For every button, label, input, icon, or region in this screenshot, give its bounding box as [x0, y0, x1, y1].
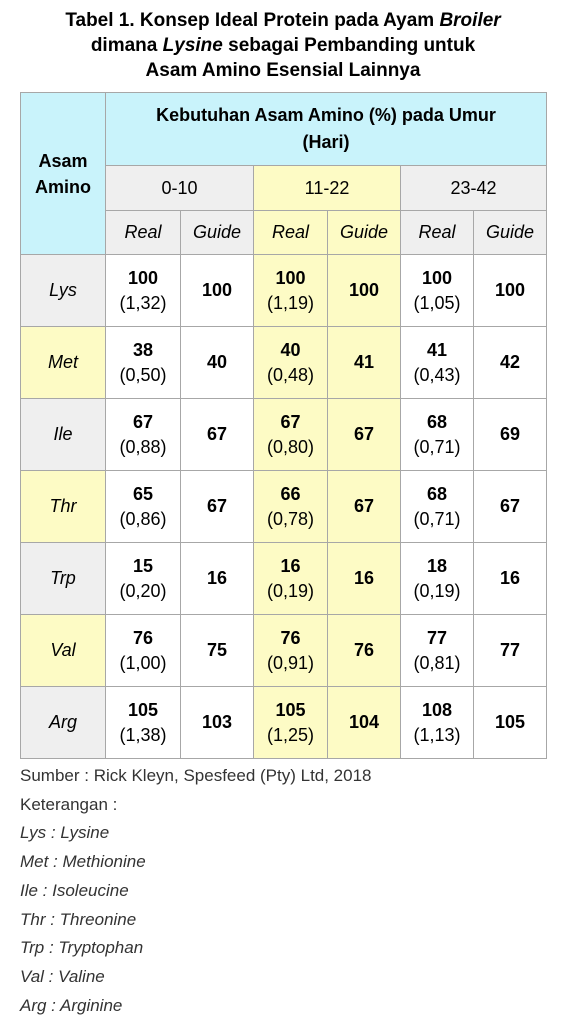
- amino-acid-name: Lys: [21, 255, 106, 327]
- title-text: sebagai Pembanding untuk: [222, 35, 476, 56]
- real-value-cell: [106, 615, 181, 687]
- sub-header-guide: Guide: [181, 211, 254, 255]
- guide-value-cell: 100: [181, 255, 254, 327]
- real-value-cell: [254, 615, 328, 687]
- real-ratio: 15: [132, 555, 154, 576]
- table-row: [21, 255, 547, 327]
- real-value-cell: [106, 399, 181, 471]
- legend-item: Thr : Threonine: [20, 909, 137, 929]
- sub-header-real: Real: [106, 211, 181, 255]
- amino-acid-name: Arg: [21, 687, 106, 759]
- real-percent: (0,20): [119, 580, 167, 601]
- guide-value-cell: 40: [181, 327, 254, 399]
- real-percent: (0,88): [119, 436, 167, 457]
- age-header-0-10: 0-10: [106, 166, 254, 211]
- guide-value-cell: 42: [474, 327, 547, 399]
- real-ratio: 40: [280, 339, 301, 360]
- guide-value-cell: 16: [328, 543, 401, 615]
- legend-item: Lys : Lysine: [20, 823, 110, 843]
- guide-value-cell: 67: [181, 471, 254, 543]
- real-percent: (0,48): [266, 364, 315, 385]
- real-ratio: 76: [132, 627, 154, 648]
- real-value-cell: [254, 255, 328, 327]
- real-percent: (1,00): [119, 652, 167, 673]
- real-percent: (0,71): [413, 508, 461, 529]
- guide-value-cell: 16: [181, 543, 254, 615]
- real-percent: (0,86): [119, 508, 167, 529]
- title-line-3: Asam Amino Esensial Lainnya: [145, 60, 421, 81]
- real-value-cell: [254, 399, 328, 471]
- real-ratio: 77: [426, 627, 448, 648]
- guide-value-cell: 105: [474, 687, 547, 759]
- legend-title: Keterangan :: [20, 794, 118, 814]
- real-value-cell: [254, 471, 328, 543]
- guide-value-cell: 104: [328, 687, 401, 759]
- sub-header-guide: Guide: [474, 211, 547, 255]
- real-ratio: 16: [280, 555, 301, 576]
- age-header-23-42: 23-42: [401, 166, 547, 211]
- guide-value-cell: 41: [328, 327, 401, 399]
- title-text: dimana: [90, 35, 163, 56]
- real-value-cell: [401, 615, 474, 687]
- real-value-cell: [254, 687, 328, 759]
- guide-value-cell: 67: [474, 471, 547, 543]
- real-percent: (1,38): [119, 724, 167, 745]
- guide-value-cell: 76: [328, 615, 401, 687]
- real-value-cell: [106, 327, 181, 399]
- table-row: [21, 327, 547, 399]
- guide-value-cell: 77: [474, 615, 547, 687]
- real-ratio: 100: [127, 267, 159, 288]
- real-ratio: 68: [426, 411, 448, 432]
- title-italic-lysine: Lysine: [162, 35, 223, 56]
- title-italic-broiler: Broiler: [439, 10, 501, 31]
- real-value-cell: [401, 399, 474, 471]
- real-value-cell: [401, 471, 474, 543]
- legend-item: Ile : Isoleucine: [20, 880, 129, 900]
- real-percent: (0,80): [266, 436, 315, 457]
- legend-item: Trp : Tryptophan: [20, 938, 144, 958]
- real-percent: (0,81): [413, 652, 461, 673]
- real-percent: (0,78): [266, 508, 315, 529]
- table-row: [21, 543, 547, 615]
- title-line-2: [0, 33, 566, 58]
- real-percent: (1,19): [266, 292, 315, 313]
- table-row: [21, 399, 547, 471]
- real-value-cell: [401, 255, 474, 327]
- table-title: [0, 8, 566, 83]
- real-ratio: 76: [280, 627, 301, 648]
- main-header-line-1: Kebutuhan Asam Amino (%) pada Umur: [156, 105, 496, 125]
- legend-item: Arg : Arginine: [20, 995, 123, 1015]
- guide-value-cell: 69: [474, 399, 547, 471]
- real-value-cell: [254, 543, 328, 615]
- real-ratio: 67: [132, 411, 154, 432]
- real-ratio: 100: [421, 267, 453, 288]
- real-value-cell: [106, 543, 181, 615]
- real-value-cell: [401, 543, 474, 615]
- title-line-1: [0, 8, 566, 33]
- corner-label-line-1: Asam: [38, 150, 88, 171]
- amino-acid-table: [20, 92, 547, 759]
- real-value-cell: [106, 255, 181, 327]
- real-percent: (0,71): [413, 436, 461, 457]
- real-ratio: 108: [421, 699, 453, 720]
- real-ratio: 105: [127, 699, 159, 720]
- sub-header-real: Real: [254, 211, 328, 255]
- real-percent: (0,91): [266, 652, 315, 673]
- guide-value-cell: 67: [328, 471, 401, 543]
- legend-item: Val : Valine: [20, 966, 105, 986]
- real-ratio: 66: [280, 483, 301, 504]
- source-note: Sumber : Rick Kleyn, Spesfeed (Pty) Ltd, 2018: [20, 766, 372, 785]
- corner-header-asam-amino: [21, 93, 106, 255]
- guide-value-cell: 103: [181, 687, 254, 759]
- real-percent: (0,50): [119, 364, 167, 385]
- real-value-cell: [254, 327, 328, 399]
- real-ratio: 65: [132, 483, 154, 504]
- real-ratio: 67: [280, 411, 301, 432]
- legend-item: Met : Methionine: [20, 852, 146, 872]
- amino-acid-name: Thr: [21, 471, 106, 543]
- table-row: [21, 471, 547, 543]
- table-row: [21, 615, 547, 687]
- sub-header-guide: Guide: [328, 211, 401, 255]
- real-percent: (0,19): [413, 580, 461, 601]
- title-text: Tabel 1. Konsep Ideal Protein pada Ayam: [65, 10, 440, 31]
- real-ratio: 38: [132, 339, 154, 360]
- guide-value-cell: 16: [474, 543, 547, 615]
- table-row: [21, 687, 547, 759]
- real-ratio: 68: [426, 483, 448, 504]
- real-value-cell: [106, 687, 181, 759]
- sub-header-real: Real: [401, 211, 474, 255]
- real-percent: (0,43): [413, 364, 461, 385]
- real-percent: (0,19): [266, 580, 315, 601]
- real-ratio: 18: [426, 555, 448, 576]
- real-percent: (1,32): [119, 292, 167, 313]
- amino-acid-name: Val: [21, 615, 106, 687]
- main-header: [106, 93, 547, 166]
- real-ratio: 100: [275, 267, 306, 288]
- age-header-11-22: 11-22: [254, 166, 401, 211]
- real-ratio: 41: [426, 339, 448, 360]
- real-percent: (1,13): [413, 724, 461, 745]
- notes: [20, 762, 372, 1020]
- amino-acid-name: Ile: [21, 399, 106, 471]
- real-ratio: 105: [275, 699, 306, 720]
- guide-value-cell: 67: [181, 399, 254, 471]
- guide-value-cell: 67: [328, 399, 401, 471]
- amino-acid-name: Met: [21, 327, 106, 399]
- guide-value-cell: 100: [328, 255, 401, 327]
- guide-value-cell: 100: [474, 255, 547, 327]
- real-value-cell: [401, 327, 474, 399]
- table-body: [21, 255, 547, 759]
- real-percent: (1,05): [413, 292, 461, 313]
- real-value-cell: [401, 687, 474, 759]
- guide-value-cell: 75: [181, 615, 254, 687]
- real-value-cell: [106, 471, 181, 543]
- corner-label-line-2: Amino: [35, 176, 91, 197]
- main-header-line-2: (Hari): [302, 132, 350, 152]
- real-percent: (1,25): [266, 724, 315, 745]
- amino-acid-name: Trp: [21, 543, 106, 615]
- legend-list: [20, 819, 372, 1020]
